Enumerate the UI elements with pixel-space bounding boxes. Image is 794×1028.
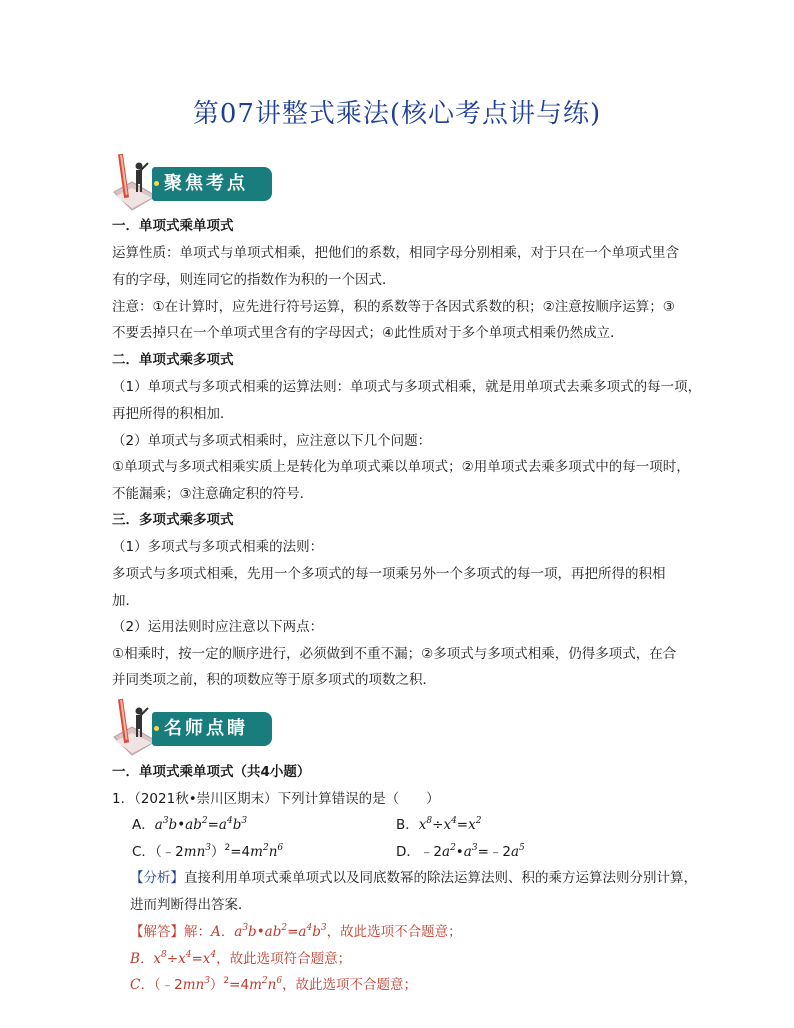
option-c: C．$(﹣2mn^3)^2=4m^2n^6$ bbox=[132, 843, 284, 860]
section-2-text: 再把所得的积相加． bbox=[112, 406, 234, 422]
section-1-text: 运算性质：单项式与单项式相乘，把他们的系数，相同字母分别相乘，对于只在一个单项式里含 bbox=[112, 245, 679, 261]
section-1-heading: 一．单项式乘单项式 bbox=[112, 218, 234, 234]
section-3-text: （1）多项式与多项式相乘的法则： bbox=[112, 539, 324, 555]
analysis bbox=[130, 868, 697, 888]
option-d-formula: $a^2$ bbox=[442, 843, 456, 860]
section-3-text: （2）运用法则时应注意以下两点： bbox=[112, 619, 324, 635]
answer-tag: 【解答】 bbox=[130, 924, 184, 940]
option-c-label: C． bbox=[132, 844, 155, 860]
option-d-label: D． bbox=[396, 844, 420, 860]
option-c-formula: $mn^3$ bbox=[183, 843, 212, 860]
answer-line-c: C．$(﹣2mn^3)^2=4m^2n^6$，故此选项不合题意； bbox=[130, 976, 418, 993]
option-a-label: A． bbox=[132, 817, 155, 833]
option-a: A．$a^3b•ab^2=a^4b^3$ bbox=[132, 816, 248, 833]
section-3-text: 多项式与多项式相乘，先用一个多项式的每一项乘另外一个多项式的每一项，再把所得的积相 bbox=[112, 566, 666, 582]
section-1-text: 注意：①在计算时，应先进行符号运算，积的系数等于各因式系数的积；②注意按顺序运算；③ bbox=[112, 299, 675, 315]
question-1-stem: 1．（2021秋•崇川区期末）下列计算错误的是（ ） bbox=[112, 791, 440, 807]
teacher-badge bbox=[112, 697, 272, 759]
focus-badge-label: 聚焦考点 bbox=[152, 167, 272, 201]
page-title: 第07讲整式乘法(核心考点讲与练) bbox=[192, 99, 602, 129]
analysis-text: 进而判断得出答案． bbox=[130, 897, 252, 913]
analysis-tag: 【分析】 bbox=[130, 870, 184, 886]
answer-line-a: 【解答】解：A．$a^3b•ab^2=a^4b^3$，故此选项不合题意； bbox=[130, 923, 462, 940]
practice-heading: 一．单项式乘单项式（共4小题） bbox=[112, 764, 311, 780]
analysis-text: 直接利用单项式乘单项式以及同底数幂的除法运算法则、积的乘方运算法则分别计算， bbox=[184, 870, 697, 886]
option-b-label: B． bbox=[396, 817, 419, 833]
option-b-formula: $x^8$ bbox=[418, 816, 433, 833]
section-3-text: ①相乘时，按一定的顺序进行，必须做到不重不漏；②多项式与多项式相乘，仍得多项式，在合 bbox=[112, 646, 677, 662]
section-3-text: 加． bbox=[112, 593, 139, 609]
section-1-text: 不要丢掉只在一个单项式里含有的字母因式；④此性质对于多个单项式相乘仍然成立． bbox=[112, 325, 624, 341]
section-3-heading: 三．多项式乘多项式 bbox=[112, 512, 234, 528]
focus-badge bbox=[112, 152, 272, 214]
option-a-formula: $a^3b•ab^2$ bbox=[154, 816, 208, 833]
section-2-text: （2）单项式与多项式相乘时，应注意以下几个问题： bbox=[112, 433, 432, 449]
section-2-heading: 二．单项式乘多项式 bbox=[112, 352, 234, 368]
option-d: D．$﹣2a^2•a^3=﹣2a^5$ bbox=[396, 843, 525, 860]
section-2-text: ①单项式与多项式相乘实质上是转化为单项式乘以单项式；②用单项式去乘多项式中的每一项时， bbox=[112, 459, 690, 475]
section-2-text: 不能漏乘；③注意确定积的符号． bbox=[112, 486, 314, 502]
section-1-text: 有的字母，则连同它的指数作为积的一个因式． bbox=[112, 272, 396, 288]
option-b: B．$x^8\div x^4=x^2$ bbox=[396, 816, 482, 833]
teacher-badge-label: 名师点睛 bbox=[152, 712, 272, 746]
answer-line-b: B．$x^8\div x^4=x^4$，故此选项符合题意； bbox=[130, 950, 352, 967]
section-2-text: （1）单项式与多项式相乘的运算法则：单项式与多项式相乘，就是用单项式去乘多项式的每一项， bbox=[112, 379, 702, 395]
section-3-text: 并同类项之前，积的项数应等于原多项式的项数之积． bbox=[112, 672, 436, 688]
